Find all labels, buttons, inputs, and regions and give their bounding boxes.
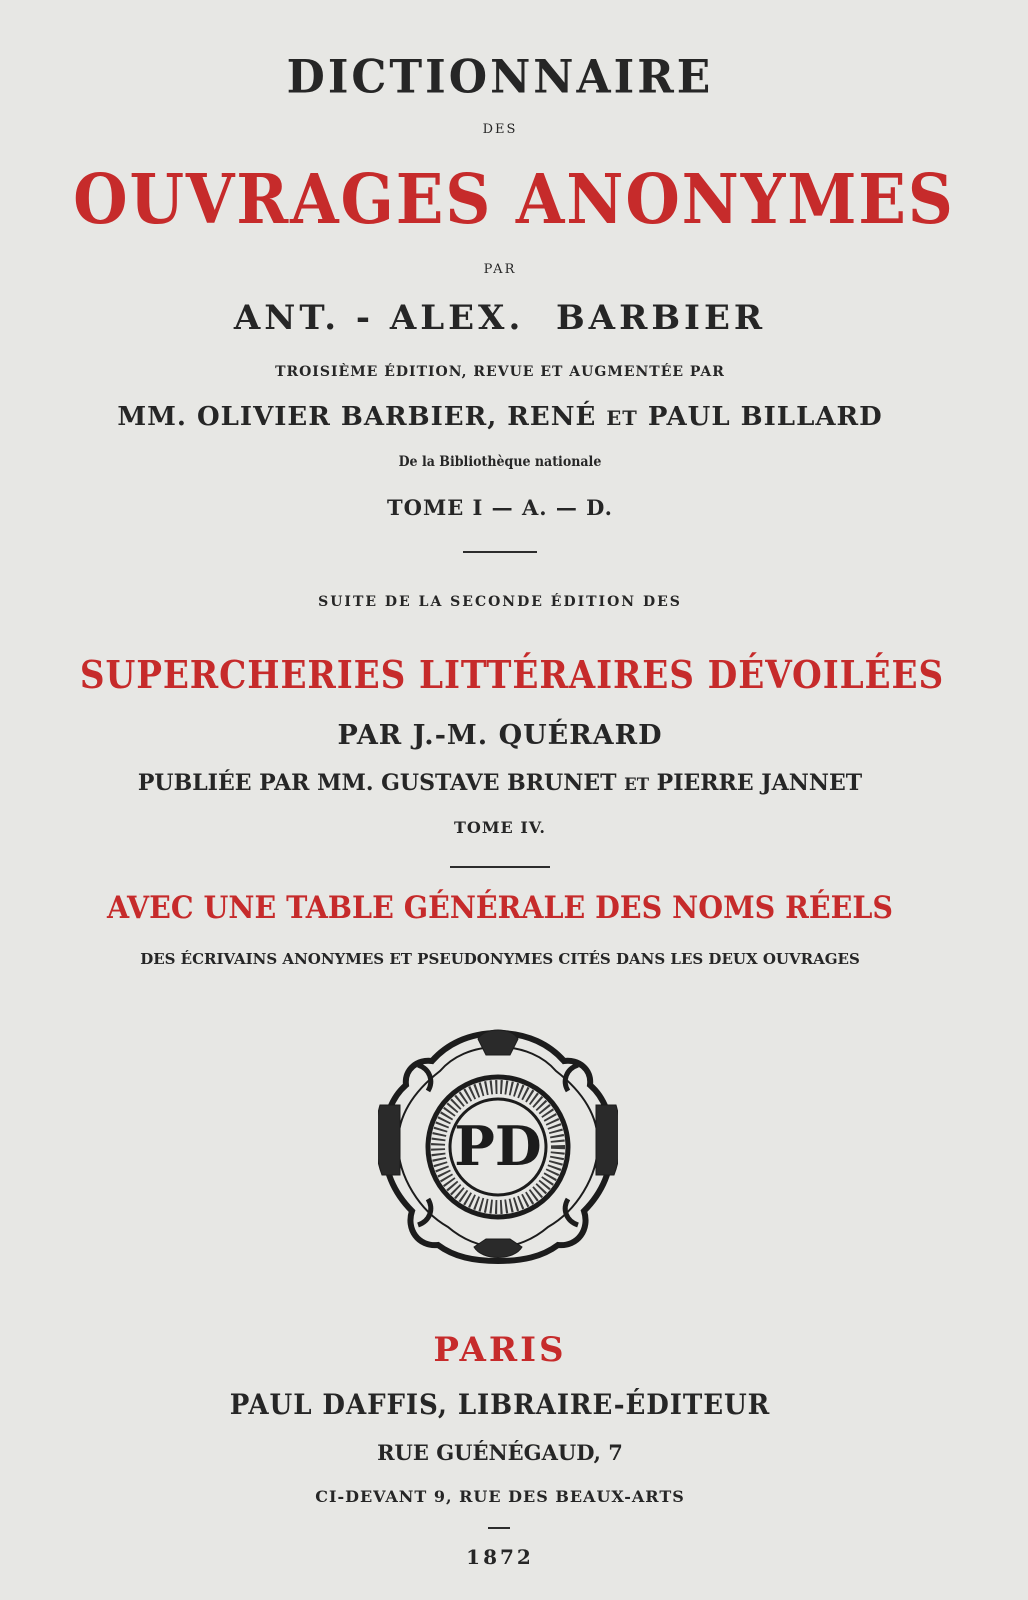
suite-publishers [0, 770, 1000, 796]
publisher-emblem [378, 1025, 618, 1265]
supercheries-title: SUPERCHERIES LITTÉRAIRES DÉVOILÉES [79, 652, 945, 697]
imprint-year: 1872 [466, 1545, 534, 1569]
imprint-address-1: RUE GUÉNÉGAUD, 7 [377, 1440, 623, 1465]
title-des: DES [482, 122, 518, 137]
editors-part-a: MM. OLIVIER BARBIER, RENÉ [117, 402, 597, 432]
affiliation: De la Bibliothèque nationale [398, 454, 602, 470]
imprint-address-2: CI-DEVANT 9, RUE DES BEAUX-ARTS [315, 1487, 685, 1506]
edition-note: TROISIÈME ÉDITION, REVUE ET AUGMENTÉE PAR [275, 364, 725, 380]
imprint-city: PARIS [433, 1330, 567, 1370]
title-dictionnaire: DICTIONNAIRE [286, 50, 714, 105]
publishers-part-a: PUBLIÉE PAR MM. GUSTAVE BRUNET [137, 770, 617, 796]
tome-one: TOME I — A. — D. [387, 495, 613, 520]
imprint-publisher: PAUL DAFFIS, LIBRAIRE-ÉDITEUR [229, 1388, 771, 1421]
title-par: PAR [483, 262, 517, 277]
emblem-monogram: PD [454, 1114, 542, 1178]
divider-rule-3 [488, 1527, 510, 1529]
suite-intro: SUITE DE LA SECONDE ÉDITION DES [318, 594, 682, 610]
tome-four: TOME IV. [454, 818, 546, 837]
divider-rule-2 [450, 866, 550, 868]
divider-rule-1 [463, 551, 537, 553]
author-name: ANT. - ALEX. BARBIER [233, 298, 767, 338]
querard-author: PAR J.-M. QUÉRARD [337, 720, 663, 751]
publishers-et: ET [624, 775, 649, 794]
publishers-part-b: PIERRE JANNET [656, 770, 863, 796]
table-subtitle: DES ÉCRIVAINS ANONYMES ET PSEUDONYMES CITÉS DANS LES DEUX OUVRAGES [140, 950, 860, 968]
edition-editors [0, 402, 1000, 432]
table-title: AVEC UNE TABLE GÉNÉRALE DES NOMS RÉELS [106, 890, 894, 926]
editors-part-b: PAUL BILLARD [647, 402, 883, 432]
title-ouvrages-anonymes: OUVRAGES ANONYMES [73, 160, 955, 240]
editors-et: ET [606, 407, 638, 430]
